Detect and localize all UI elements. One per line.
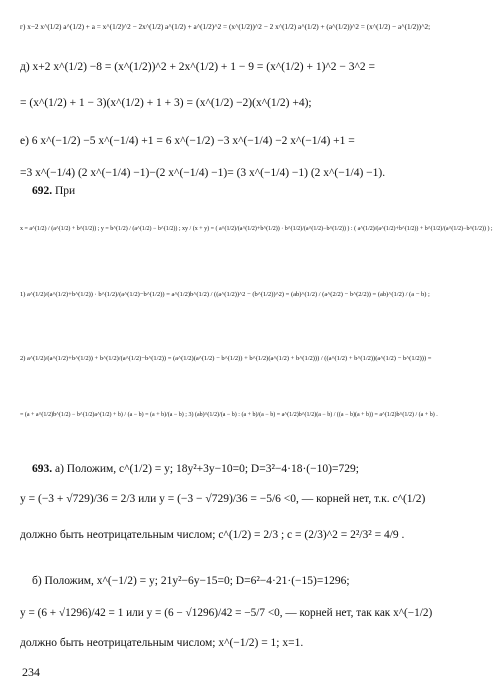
line-d2: = (x^(1/2) + 1 − 3)(x^(1/2) + 1 + 3) = (x^(1/2) −2)(x^(1/2) +4); — [20, 97, 312, 109]
problem-692-header — [32, 184, 75, 198]
line-b1: б) Положим, x^(−1/2) = y; 21y²−6y−15=0; D=6²−4·21·(−15)=1296; — [32, 575, 350, 587]
problem-number: 692. — [32, 185, 53, 197]
problem-693-a1 — [32, 462, 359, 476]
line-e2: =3 x^(−1/4) (2 x^(−1/4) −1)−(2 x^(−1/4) −1)= (3 x^(−1/4) −1) (2 x^(−1/4) −1). — [20, 167, 386, 179]
line-a3: должно быть неотрицательным числом; c^(1/2) = 2/3 ; c = (2/3)^2 = 2²/3² = 4/9 . — [20, 529, 405, 541]
line-step-2: 2) a^(1/2)/(a^(1/2)+b^(1/2)) + b^(1/2)/(a^(1/2)−b^(1/2)) = (a^(1/2)(a^(1/2) − b^(1/2)) + b^(1/2)(a^(1/2) + b^(1/2))) / ((a^(1/2) + b^(1/2))(a^(1/2) − b^(1/2))) = — [20, 355, 432, 362]
problem-text: При — [55, 185, 76, 197]
line-step-2b: = (a + a^(1/2)b^(1/2) − b^(1/2)a^(1/2) + b) / (a − b) = (a + b)/(a − b) ; 3) (ab)^(1/2)/(a − b) : (a + b)/(a − b) = a^(1/2)b^(1/2)(a − b) / ((a − b)(a + b)) = a^(1/2)b^(1/2) / (a + b) . — [20, 412, 438, 418]
line-b3: должно быть неотрицательным числом; x^(−1/2) = 1; x=1. — [20, 637, 304, 649]
line-a2: y = (−3 + √729)/36 = 2/3 или y = (−3 − √729)/36 = −5/6 <0, — корней нет, т.к. c^(1/2) — [20, 493, 426, 505]
line-e1: е) 6 x^(−1/2) −5 x^(−1/4) +1 = 6 x^(−1/2) −3 x^(−1/4) −2 x^(−1/4) +1 = — [20, 135, 355, 147]
page-number: 234 — [22, 665, 40, 679]
line-step-1: 1) a^(1/2)/(a^(1/2)+b^(1/2)) · b^(1/2)/(a^(1/2)−b^(1/2)) = a^(1/2)b^(1/2) / ((a^(1/2))^2 − (b^(1/2))^2) = (ab)^(1/2) / (a^(2/2) − b^(2/2)) = (ab)^(1/2) / (a − b) ; — [20, 291, 430, 298]
line-b2: y = (6 + √1296)/42 = 1 или y = (6 − √1296)/42 = −5/7 <0, — корней нет, так как x^(−1/2) — [20, 607, 433, 619]
line-a1: а) Положим, c^(1/2) = y; 18y²+3y−10=0; D=3²−4·18·(−10)=729; — [55, 463, 359, 475]
line-d1: д) x+2 x^(1/2) −8 = (x^(1/2))^2 + 2x^(1/2) + 1 − 9 = (x^(1/2) + 1)^2 − 3^2 = — [20, 61, 376, 73]
line-g: г) x−2 x^(1/2) a^(1/2) + a = x^(1/2)^2 − 2x^(1/2) a^(1/2) + a^(1/2)^2 = (x^(1/2))^2 − 2 x^(1/2) a^(1/2) + (a^(1/2))^2 = (x^(1/2) − a^(1/2))^2; — [20, 23, 431, 31]
problem-number: 693. — [32, 463, 53, 475]
line-x-def: x = a^(1/2) / (a^(1/2) + b^(1/2)) ; y = b^(1/2) / (a^(1/2) − b^(1/2)) ; xy / (x + y) = ( a^(1/2)/(a^(1/2)+b^(1/2)) · b^(1/2)/(a^(1/2)−b^(1/2)) ) : ( a^(1/2)/(a^(1/2)+b^(1/2)) + b^(1/2)/(a^(1/2)−b^(1/2)) ) ; — [20, 226, 493, 232]
